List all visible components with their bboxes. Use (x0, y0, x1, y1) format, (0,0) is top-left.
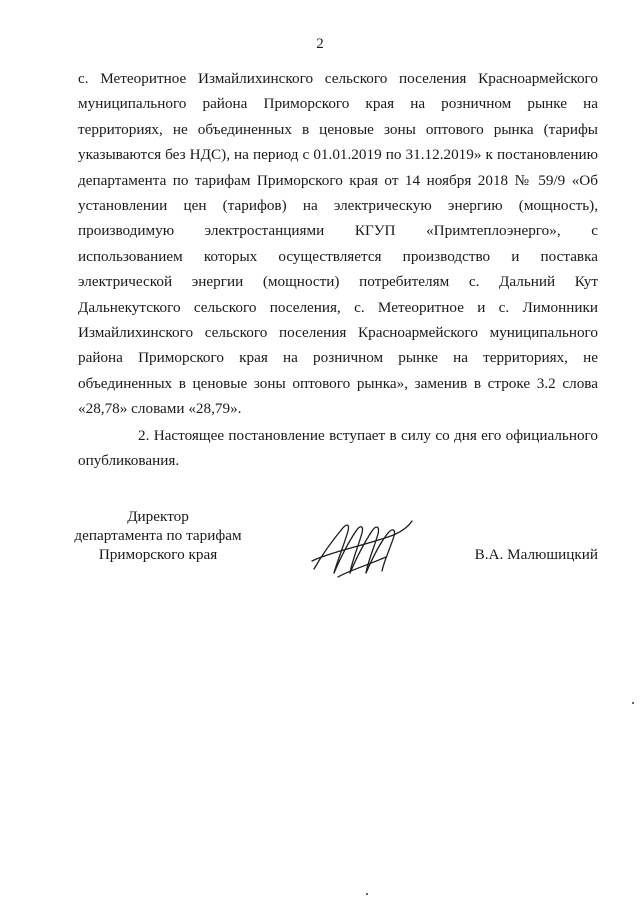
handwritten-signature (308, 511, 418, 583)
signer-position-line: департамента по тарифам (74, 527, 242, 544)
body-paragraph-continuation: с. Метеоритное Измайлихинского сельского поселения Красноармейского муниципального района Приморского края на розничном рынке на территориях, не объединенных в ценовые зоны оптового рынка (тарифы указываются без НДС), на период с 01.01.2019 по 31.12.2019» к постановлению департамента по тарифам Приморского края от 14 ноября 2018 № 59/9 «Об установлении цен (тарифов) на электрическую энергию (мощность), производимую электростанциями КГУП «Примтеплоэнерго», с использованием которых осуществляется производство и поставка электрической энергии (мощности) потребителям с. Дальний Кут Дальнекутского сельского поселения, с. Метеоритное и с. Лимонники Измайлихинского сельского поселения Красноармейского муниципального района Приморского края на розничном рынке на территориях, не объединенных в ценовые зоны оптового рынка», заменив в строке 3.2 слова «28,78» словами «28,79». (78, 70, 598, 418)
signer-position-line: Приморского края (98, 546, 218, 563)
signer-position-line: Директор (127, 508, 189, 525)
signer-name: В.А. Малюшицкий (474, 546, 598, 563)
scan-speck (366, 893, 368, 895)
scan-speck (632, 702, 634, 704)
signer-position (58, 507, 258, 564)
signature-block (58, 507, 618, 567)
body-paragraph-effective-date: 2. Настоящее постановление вступает в силу со дня его официального опубликования. (78, 426, 598, 470)
page-number: 2 (316, 36, 324, 52)
document-body (78, 66, 598, 474)
